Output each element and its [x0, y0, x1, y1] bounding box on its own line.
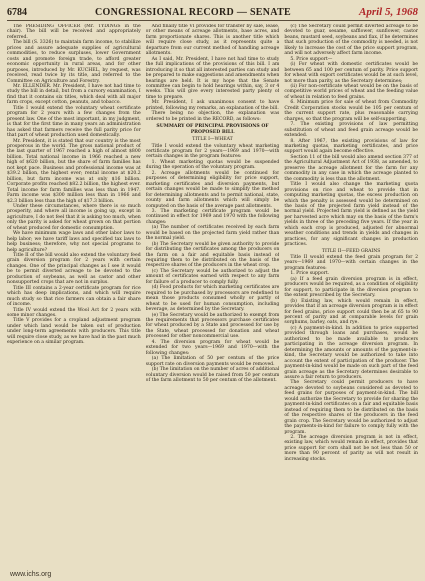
footer-url: www.ichs.org: [10, 571, 52, 578]
col3-paragraph: (b) Existing law, which would remain in effect, provides that if an acreage diversion program is in effect for feed grains, price support could then be at 65 to 90 percent of parity and at comparable levels for grain sorghums, barley, oats, and rye.: [284, 298, 418, 326]
col2b-paragraph: 2. Acreage allotments would be continued for purposes of determining eligibility for price support, marketing certificates and diversion payments, but certain changes would be made to simplify the method for determining allotments and to permit national, state, county and farm allotments which will simply be computed on the basis of the average past allotments.: [145, 170, 280, 209]
col2b-paragraph: (c) The Secretary would be authorized to adjust the amount of certificates earned with respect to any farm for failure of a producer to comply fully.: [145, 268, 280, 285]
section-heading: SUMMARY OF PRINCIPAL PROVISIONS OF PROPOSED BILL: [156, 124, 269, 135]
col1-paragraph: Title III contains a 2-year certificate program for rice which has deep implications, and which will require much study so that rice farmers can obtain a fair share of income.: [7, 285, 141, 308]
col3-paragraph: (i) For wheat with domestic certificates would be between 65 and 100 per centum of parity. Price support for wheat with export certificates would be at such level, not more than parity, as the Secretary determines;: [284, 62, 418, 84]
col2b-paragraph: (d) Food products for which marketing certificates are required to be purchased by processors are redefined to mean those products consumed wholly or partly of wheat to be used for human consumption, including beverage, as determined by the Secretary.: [145, 285, 280, 313]
col3-paragraph: (ii) For non-certificate wheat would be on the basis of competitive world prices of wheat and the feeding value of wheat in relation to feed grains.: [284, 83, 418, 100]
col2-paragraph: As I said, Mr. President, I have not had time to study the full implications of the provisions of this bill. I am introducing it so that all interested parties can study and be prepared to make suggestions and amendments when hearings are held. It is my hope that the Senate committee can begin to hold hearings within, say, 3 or 4 weeks. This will give every interested party plenty of time to prepare.: [145, 56, 280, 100]
col2b-paragraph: 4. The diversion program for wheat would be extended for two years—1969 and 1970—with the following changes:: [145, 339, 280, 356]
col3-paragraph: 2. The acreage diversion program is not in effect, existing law, which would remain in effect, provides that price support for corn shall not be not less than 50 or more than 90 percent of parity as will not result in increasing stocks.: [284, 434, 418, 462]
col1-paragraph: Title II of the bill would also extend the voluntary feed grain diversion program for 2 years with certain changes. One of the principal changes as I see it would be to permit diverted acreage to be devoted to the production of soybeans, as well as castor and other nonsupported crops that are not in surplus.: [7, 253, 141, 286]
col2b-paragraph: (b) The limitation on the number of acres of additional voluntary diversion would be raised from 50 per centum of the farm allotment to 50 per centum of the allotment.: [145, 367, 280, 383]
publication-title: CONGRESSIONAL RECORD — SENATE: [94, 7, 292, 18]
col2-paragraph: And finally title VI provides for transfer by sale, lease, or other means of acreage allotments, base acres, and farm proportionate shares. This is another title which will require close study, as it represents quite a departure from our current method of handling acreage allotments.: [145, 24, 280, 57]
col3-paragraph: 7. The existing provisions of law permitting substitution of wheat and feed grain acreage would be extended.: [284, 122, 418, 139]
col2b-paragraph: 1. Wheat marketing quotas would be suspended during the operation of the voluntary program.: [145, 159, 280, 171]
col2-paragraph: There being no objection, the explanation was ordered to be printed in the RECORD, as follows:: [145, 111, 280, 122]
col1-paragraph: Mr. ELLENDER. Mr. President, I have not had time to study the bill in detail, but from a cursory examination, I find that it contains six titles, which deal with all major farm crops, except cotton, peanuts, and tobacco.: [7, 83, 141, 106]
text-columns: [7, 24, 418, 572]
col3-paragraph: 5. Price support—: [290, 56, 333, 62]
col1-paragraph: The PRESIDING OFFICER (Mr. TYDINGS in the chair). The bill will be received and appropriately referred.: [7, 24, 141, 40]
col1-paragraph: Mr. President, it is stated that our country is the most prosperous in the world. The gross national product of the last quarter of 1967 reached a high of almost $800 billion. Total national income in 1966 reached a new high of $620 billion, but the share of farm families has not kept pace. Business and professional income was at $39.2 billion, the highest ever; rental income at $20.2 billion, but farm income was at only $16 billion. Corporate profits reached $82.2 billion, the highest ever. Total income for farm families was less than in 1947. Farm income was $300 million less than in 1966 and $2.3 billion less than the high of $17.3 billion.: [7, 138, 141, 204]
col2b-paragraph: (b) The Secretary would be given authority to provide for distributing the certificates among the producers on the farm on a fair and equitable basis instead of requiring them to be distributed on the basis of the respective shares of the producers in the wheat crop.: [145, 241, 280, 269]
col1-paragraph: We have minimum wage laws and other labor laws to help labor; we have tariff laws and specified tax laws to help business; therefore, why not special programs to help agriculture?: [7, 231, 141, 253]
col3-paragraph: TITLE II—FEED GRAINS: [321, 248, 381, 254]
col2b-paragraph: Title I would extend the voluntary wheat marketing certificate program for 2 years—1969 and 1970—with certain changes in the program features:: [145, 143, 280, 160]
col1-paragraph: Title IV would extend the Wool Act for 2 years with some minor changes.: [7, 307, 141, 319]
col2b-paragraph: (a) The number of certificates received by each farm would be based on the projected farm yield rather than the normal yield.: [145, 225, 280, 242]
col1-paragraph: The bill (S. 3326) to maintain farm income, to stabilize prices and assure adequate supplies of agricultural commodities, to reduce surpluses, lower Government costs and promote foreign trade, to afford greater economic opportunity in rural areas, and for other purposes, introduced by Mr. KUCHEL, by request, was received, read twice by its title, and referred to the Committee on Agriculture and Forestry.: [7, 40, 141, 84]
col1-paragraph: Title V provides for a cropland adjustment program under which land would be taken out of production under long-term agreements with producers. This title will require close study, as we have had in the past much experience on a similar program.: [7, 318, 141, 346]
col3-paragraph: (c) The Secretary could permit diverted acreage to be devoted to guar, sesame, safflower, sunflower, castor beans, mustard seed, soybeans and flax, if he determines that such production of the commodity is needed, is not likely to increase the cost of the price support program, and will not adversely affect farm income.: [284, 24, 418, 57]
column-left: [7, 24, 141, 572]
col1-paragraph: Title I would extend the voluntary wheat certificate program for 2 years with a few changes from the present law. One of the most important, in my judgment, is that for the first time in many years an administration has asked that farmers receive the full parity price for that part of wheat production used domestically.: [7, 105, 141, 139]
col3-paragraph: 6. Minimum price for sale of wheat from Commodity Credit Corporation stocks would be 105 per centum of the current support rate, plus reasonable carrying charges, so that the program will be self-supporting.: [284, 100, 418, 122]
section-subheading: TITLE I—WHEAT: [192, 137, 233, 143]
col3-paragraph: 8. After 1967, the existing provisions of law for marketing quotas, marketing certificates, and price support would again become effective.: [284, 138, 418, 155]
col3-paragraph: 1. Price support.: [290, 271, 330, 277]
issue-date: April 5, 1968: [359, 6, 418, 18]
col3-paragraph: Section 11 of the bill would also amend section 377 of the Agricultural Adjustment Act of 1938, as amended, to preserve the acreage allotment for the farm for any commodity in any case in which the acreage planted to the commodity is less than the allotment.: [284, 154, 418, 182]
col2b-paragraph: (a) The limitation of 50 per centum of the price support rate on diversion payments would be removed.: [145, 356, 280, 367]
col1-paragraph: Under these circumstances, where there is so much prosperity, and where all income is going up, except in agriculture, I do not feel that it is asking too much, when only the parity is asked for wheat grown on that portion of wheat produced for domestic consumption.: [7, 203, 141, 231]
col2b-paragraph: (e) The Secretary would be authorized to exempt from the requirements that processors purchase certificates for wheat produced by a State and processed for use by the State, wheat processed for donation and wheat processed for other noncommercial use.: [145, 312, 280, 340]
col2b-paragraph: 3. The marketing certificate program would be continued in effect for 1969 and 1970 with the following changes:: [145, 208, 280, 225]
page-header: [7, 6, 418, 21]
col3-paragraph: The Secretary could permit producers to have acreage devoted to soybeans considered as devoted to feed grains for purposes of payment-in-kind. The bill would authorize the Secretary to provide for sharing the payment-in-kind certificates on a fair and equitable basis instead of requiring them to be distributed on the basis of the respective shares of the producers in the feed grain crop. The Secretary would be authorized to adjust the payments-in-kind for failure to comply fully with the program.: [284, 380, 418, 435]
col3-paragraph: (a) If a feed grain diversion program is in effect, producers would be required, as a condition of eligibility for support, to participate in the diversion program to the extent prescribed by the Secretary.: [284, 276, 418, 299]
col2-paragraph: Mr. President, I ask unanimous consent to have printed, following my remarks, an explanation of the bill.: [145, 100, 280, 111]
column-right: [284, 24, 418, 572]
col3-paragraph: Title I would also change the marketing quota provisions on rice and wheat to provide that in computing marketing quotas, the excess production on which the penalty is assessed would be determined on the basis of the projected farm yield instead of the normal yield. Projected farm yield is defined as the yield per harvested acre which may on the basis of the farm's yields in three of the preceding five years. If the year in which each crop is produced, adjusted for abnormal weather conditions and trends in yields and changes in practices, for any significant changes in production practices.: [284, 182, 418, 248]
column-middle: [146, 24, 280, 572]
col3-paragraph: (c) A payment-in-kind. In addition to price supported provided through loans and purchases, would be authorized to be made available to producers participating in the acreage diversion program. In determining the amounts or amounts of the payment-in-kind, the Secretary would be authorized to take into account the extent of participation of the producer. The payment-in-kind would be made on such part of the feed grain acreage as the Secretary determines desirable to assure a fair return to producers.: [284, 325, 418, 380]
page-number: 6784: [7, 7, 27, 18]
col3-paragraph: Title II would extend the feed grain program for 2 years—1969 and 1970—with certain changes in the program features:: [284, 255, 418, 271]
